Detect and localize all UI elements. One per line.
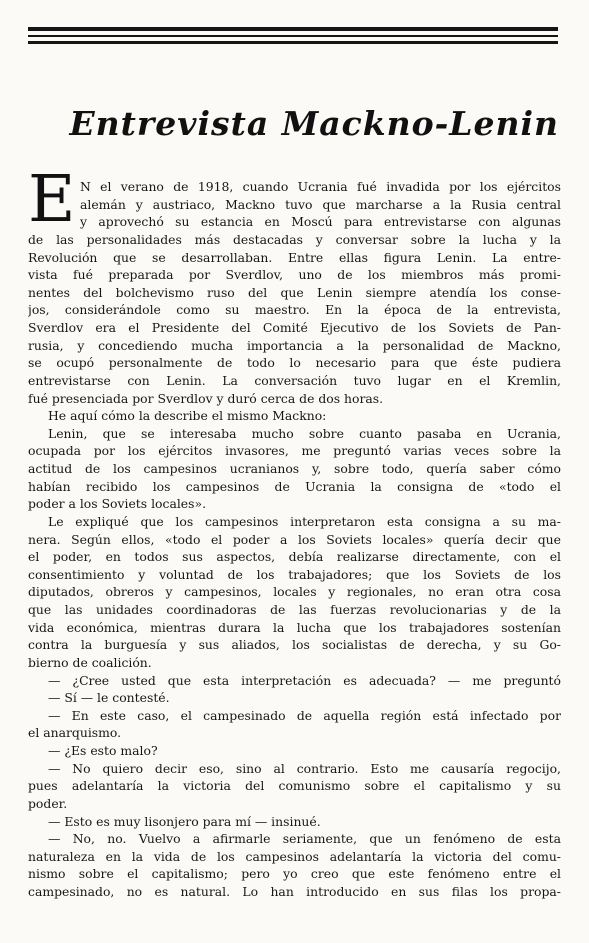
text-line: Sverdlov era el Presidente del Comité Ejecutivo de los Soviets de Pan-: [28, 320, 561, 335]
text-line: habían recibido los campesinos de Ucrania la consigna de «todo el: [28, 478, 561, 494]
text-line: — No quiero decir eso, sino al contrario. Esto me causaría regocijo,: [48, 760, 561, 776]
text-line: ocupada por los ejércitos invasores, me preguntó varias veces sobre la: [28, 443, 561, 459]
text-line: se ocupó personalmente de todo lo necesario para que éste pudiera: [28, 355, 561, 371]
text-line: — En este caso, el campesinado de aquella región está infectado por: [48, 707, 561, 723]
text-line: consentimiento y voluntad de los trabajadores; que los Soviets de los: [28, 566, 561, 582]
text-line: naturaleza en la vida de los campesinos adelantaría la victoria del comu-: [28, 848, 561, 864]
text-line: poder.: [28, 795, 68, 811]
text-line: jos, considerándole como su maestro. En la época de la entrevista,: [28, 302, 561, 318]
text-line: — ¿Cree usted que esta interpretación es adecuada? — me preguntó: [48, 672, 561, 688]
text-line: diputados, obreros y campesinos, locales y regionales, no eran otra cosa: [28, 584, 561, 600]
header-rules: [28, 27, 558, 44]
text-line: Lenin, que se interesaba mucho sobre cuanto pasaba en Ucrania,: [48, 425, 561, 441]
page-title: Entrevista Mackno-Lenin: [69, 104, 559, 143]
text-line: el poder, en todos sus aspectos, debía realizarse directamente, con el: [28, 549, 561, 565]
text-line: actitud de los campesinos ucranianos y, sobre todo, quería saber cómo: [28, 461, 561, 476]
rule-bottom: [28, 41, 558, 44]
text-line: — ¿Es esto malo?: [48, 743, 158, 758]
text-line: que las unidades coordinadoras de las fuerzas revolucionarias y de la: [28, 602, 561, 617]
rule-top: [28, 27, 558, 31]
text-line: campesinado, no es natural. Lo han introducido en sus filas los propa-: [28, 884, 561, 899]
text-line: alemán y austriaco, Mackno tuvo que marcharse a la Rusia central: [80, 196, 561, 212]
text-line: Revolución que se desarrollaban. Entre ellas figura Lenin. La entre-: [28, 249, 561, 265]
text-line: — Esto es muy lisonjero para mí — insinué.: [48, 813, 321, 829]
text-line: nera. Según ellos, «todo el poder a los Soviets locales» quería decir que: [28, 531, 561, 547]
text-line: vista fué preparada por Sverdlov, uno de los miembros más promi-: [28, 267, 561, 283]
text-line: y aprovechó su estancia en Moscú para entrevistarse con algunas: [80, 214, 561, 230]
text-line: bierno de coalición.: [28, 654, 152, 670]
text-line: pues adelantaría la victoria del comunismo sobre el capitalismo y su: [28, 778, 561, 794]
text-line: fué presenciada por Sverdlov y duró cerca de dos horas.: [28, 390, 384, 406]
text-line: N el verano de 1918, cuando Ucrania fué invadida por los ejércitos: [80, 179, 561, 194]
text-line: nismo sobre el capitalismo; pero yo creo que este fenómeno entre el: [28, 866, 561, 882]
text-line: Le expliqué que los campesinos interpretaron esta consigna a su ma-: [48, 513, 561, 529]
text-line: — Sí — le contesté.: [48, 690, 170, 706]
text-line: entrevistarse con Lenin. La conversación tuvo lugar en el Kremlin,: [28, 372, 561, 388]
text-line: contra la burguesía y sus aliados, los socialistas de derecha, y su Go-: [28, 637, 561, 653]
text-line: vida económica, mientras durara la lucha que los trabajadores sostenían: [28, 619, 561, 635]
text-line: el anarquismo.: [28, 725, 122, 741]
text-line: rusia, y concediendo mucha importancia a la personalidad de Mackno,: [28, 337, 561, 353]
text-line: poder a los Soviets locales».: [28, 496, 207, 512]
text-line: nentes del bolchevismo ruso del que Lenin siempre atendía los conse-: [28, 284, 561, 300]
drop-cap: E: [28, 162, 76, 237]
text-line: — No, no. Vuelvo a afirmarle seriamente, que un fenómeno de esta: [48, 831, 561, 847]
text-line: He aquí cómo la describe el mismo Mackno:: [48, 408, 327, 424]
text-line: de las personalidades más destacadas y conversar sobre la lucha y la: [28, 231, 561, 247]
rule-middle: [28, 35, 558, 37]
body-text: [28, 178, 561, 901]
